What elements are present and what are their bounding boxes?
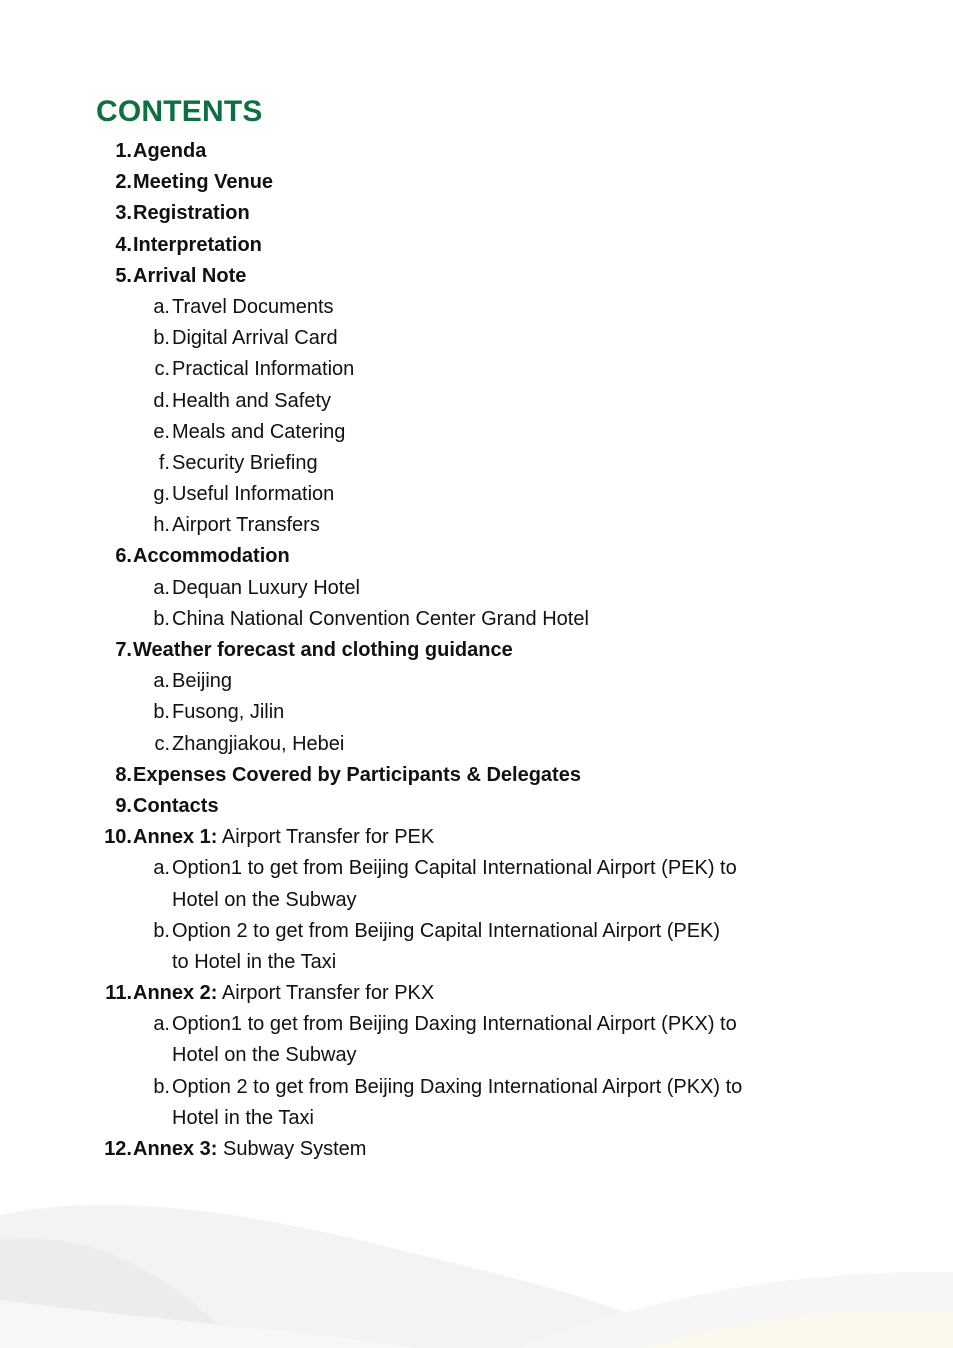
toc-subitem-letter: e. [153,420,170,443]
toc-item-title: Registration [133,202,250,225]
toc-subitem-title: Airport Transfers [172,514,320,537]
toc-subitem[interactable] [0,479,953,510]
toc-item-title: Arrival Note [133,264,247,287]
toc-subitem-letter: c. [154,358,170,381]
toc-subitem-title: Beijing [172,670,233,693]
toc-subitem-letter: a. [153,576,170,599]
toc-item-number: 4. [115,233,132,256]
toc-subitem-letter: b. [153,919,170,942]
toc-item[interactable] [0,261,953,292]
toc-item-subtitle: Airport Transfer for PKX [217,982,435,1005]
toc-item[interactable] [0,541,953,572]
table-of-contents [0,136,953,1165]
toc-subitem-title: Dequan Luxury Hotel [172,576,360,599]
toc-item-subtitle: Subway System [217,1138,367,1160]
toc-subitem[interactable] [0,573,953,604]
toc-item-number: 12. [104,1138,132,1160]
toc-item-title: Agenda [133,140,207,162]
toc-subitem[interactable] [0,697,953,728]
toc-subitem-title-continued: to Hotel in the Taxi [172,950,337,973]
page-title: CONTENTS [96,95,263,128]
toc-item-number: 7. [115,639,132,661]
toc-subitem-letter: b. [153,1075,170,1098]
toc-item[interactable] [0,760,953,791]
toc-item-title: Weather forecast and clothing guidance [133,639,513,661]
toc-subitem[interactable] [0,323,953,354]
toc-subitem[interactable] [0,448,953,479]
toc-item-title: Annex 1: [133,826,218,849]
toc-item[interactable] [0,230,953,261]
toc-item-number: 5. [115,264,132,287]
toc-subitem-letter: b. [153,607,170,630]
toc-subitem-title: Digital Arrival Card [172,327,338,350]
toc-subitem[interactable] [0,666,953,697]
toc-subitem-letter: b. [153,701,170,724]
toc-item[interactable] [0,198,953,229]
toc-item[interactable] [0,791,953,822]
toc-subitem[interactable] [0,1009,953,1040]
toc-subitem[interactable] [0,417,953,448]
toc-subitem-title: Option1 to get from Beijing Daxing International Airport (PKX) to [172,1013,737,1036]
toc-subitem-title: Travel Documents [172,295,334,318]
toc-item-number: 10. [104,826,132,849]
toc-subitem-title: China National Convention Center Grand Hotel [172,607,589,630]
toc-subitem-title: Health and Safety [172,389,331,412]
toc-subitem-title: Meals and Catering [172,420,346,443]
toc-item[interactable] [0,1134,953,1165]
toc-item-subtitle: Airport Transfer for PEK [217,826,435,849]
toc-item-number: 6. [115,545,132,568]
toc-item[interactable] [0,635,953,666]
toc-item[interactable] [0,822,953,853]
toc-item-number: 9. [115,794,132,817]
toc-subitem-letter: a. [153,295,170,318]
toc-item-number: 8. [115,763,132,786]
toc-subitem-letter: d. [153,389,170,412]
toc-item-title: Accommodation [133,545,290,568]
toc-subitem[interactable] [0,1072,953,1103]
toc-subitem-continuation [0,947,953,978]
toc-subitem[interactable] [0,853,953,884]
toc-subitem-title: Useful Information [172,483,335,506]
toc-subitem-title: Security Briefing [172,451,318,474]
toc-item-title: Contacts [133,794,219,817]
toc-subitem-title-continued: Hotel on the Subway [172,888,357,911]
toc-subitem-letter: g. [153,483,170,506]
toc-item-number: 1. [115,140,132,162]
toc-item[interactable] [0,167,953,198]
toc-item-title: Interpretation [133,233,262,256]
toc-subitem-letter: c. [154,732,170,755]
toc-subitem-title: Option 2 to get from Beijing Daxing International Airport (PKX) to [172,1075,743,1098]
toc-subitem[interactable] [0,916,953,947]
toc-item-title: Expenses Covered by Participants & Delegates [133,763,581,786]
toc-subitem-title: Practical Information [172,358,355,381]
toc-item-number: 3. [115,202,132,225]
toc-item-title: Annex 3: [133,1138,218,1160]
toc-subitem-title: Option1 to get from Beijing Capital International Airport (PEK) to [172,857,737,880]
toc-subitem-title: Zhangjiakou, Hebei [172,732,345,755]
toc-item-title: Annex 2: [133,982,218,1005]
toc-subitem-title-continued: Hotel on the Subway [172,1044,357,1067]
toc-subitem-continuation [0,1103,953,1134]
toc-subitem-letter: h. [153,514,170,537]
toc-subitem[interactable] [0,729,953,760]
toc-subitem-letter: a. [153,1013,170,1036]
toc-subitem[interactable] [0,292,953,323]
toc-subitem-letter: b. [153,327,170,350]
toc-subitem-continuation [0,885,953,916]
toc-subitem-title: Fusong, Jilin [172,701,285,724]
toc-subitem[interactable] [0,386,953,417]
toc-subitem-continuation [0,1040,953,1071]
toc-subitem-title: Option 2 to get from Beijing Capital International Airport (PEK) [172,919,721,942]
toc-subitem-title-continued: Hotel in the Taxi [172,1106,314,1129]
toc-subitem[interactable] [0,604,953,635]
toc-subitem-letter: a. [153,670,170,693]
toc-item-number: 2. [115,171,132,194]
toc-item[interactable] [0,136,953,167]
toc-subitem-letter: f. [158,451,170,474]
toc-item-number: 11. [105,982,132,1005]
toc-item[interactable] [0,978,953,1009]
toc-item-title: Meeting Venue [133,171,274,194]
toc-subitem-letter: a. [153,857,170,880]
toc-subitem[interactable] [0,354,953,385]
toc-subitem[interactable] [0,510,953,541]
